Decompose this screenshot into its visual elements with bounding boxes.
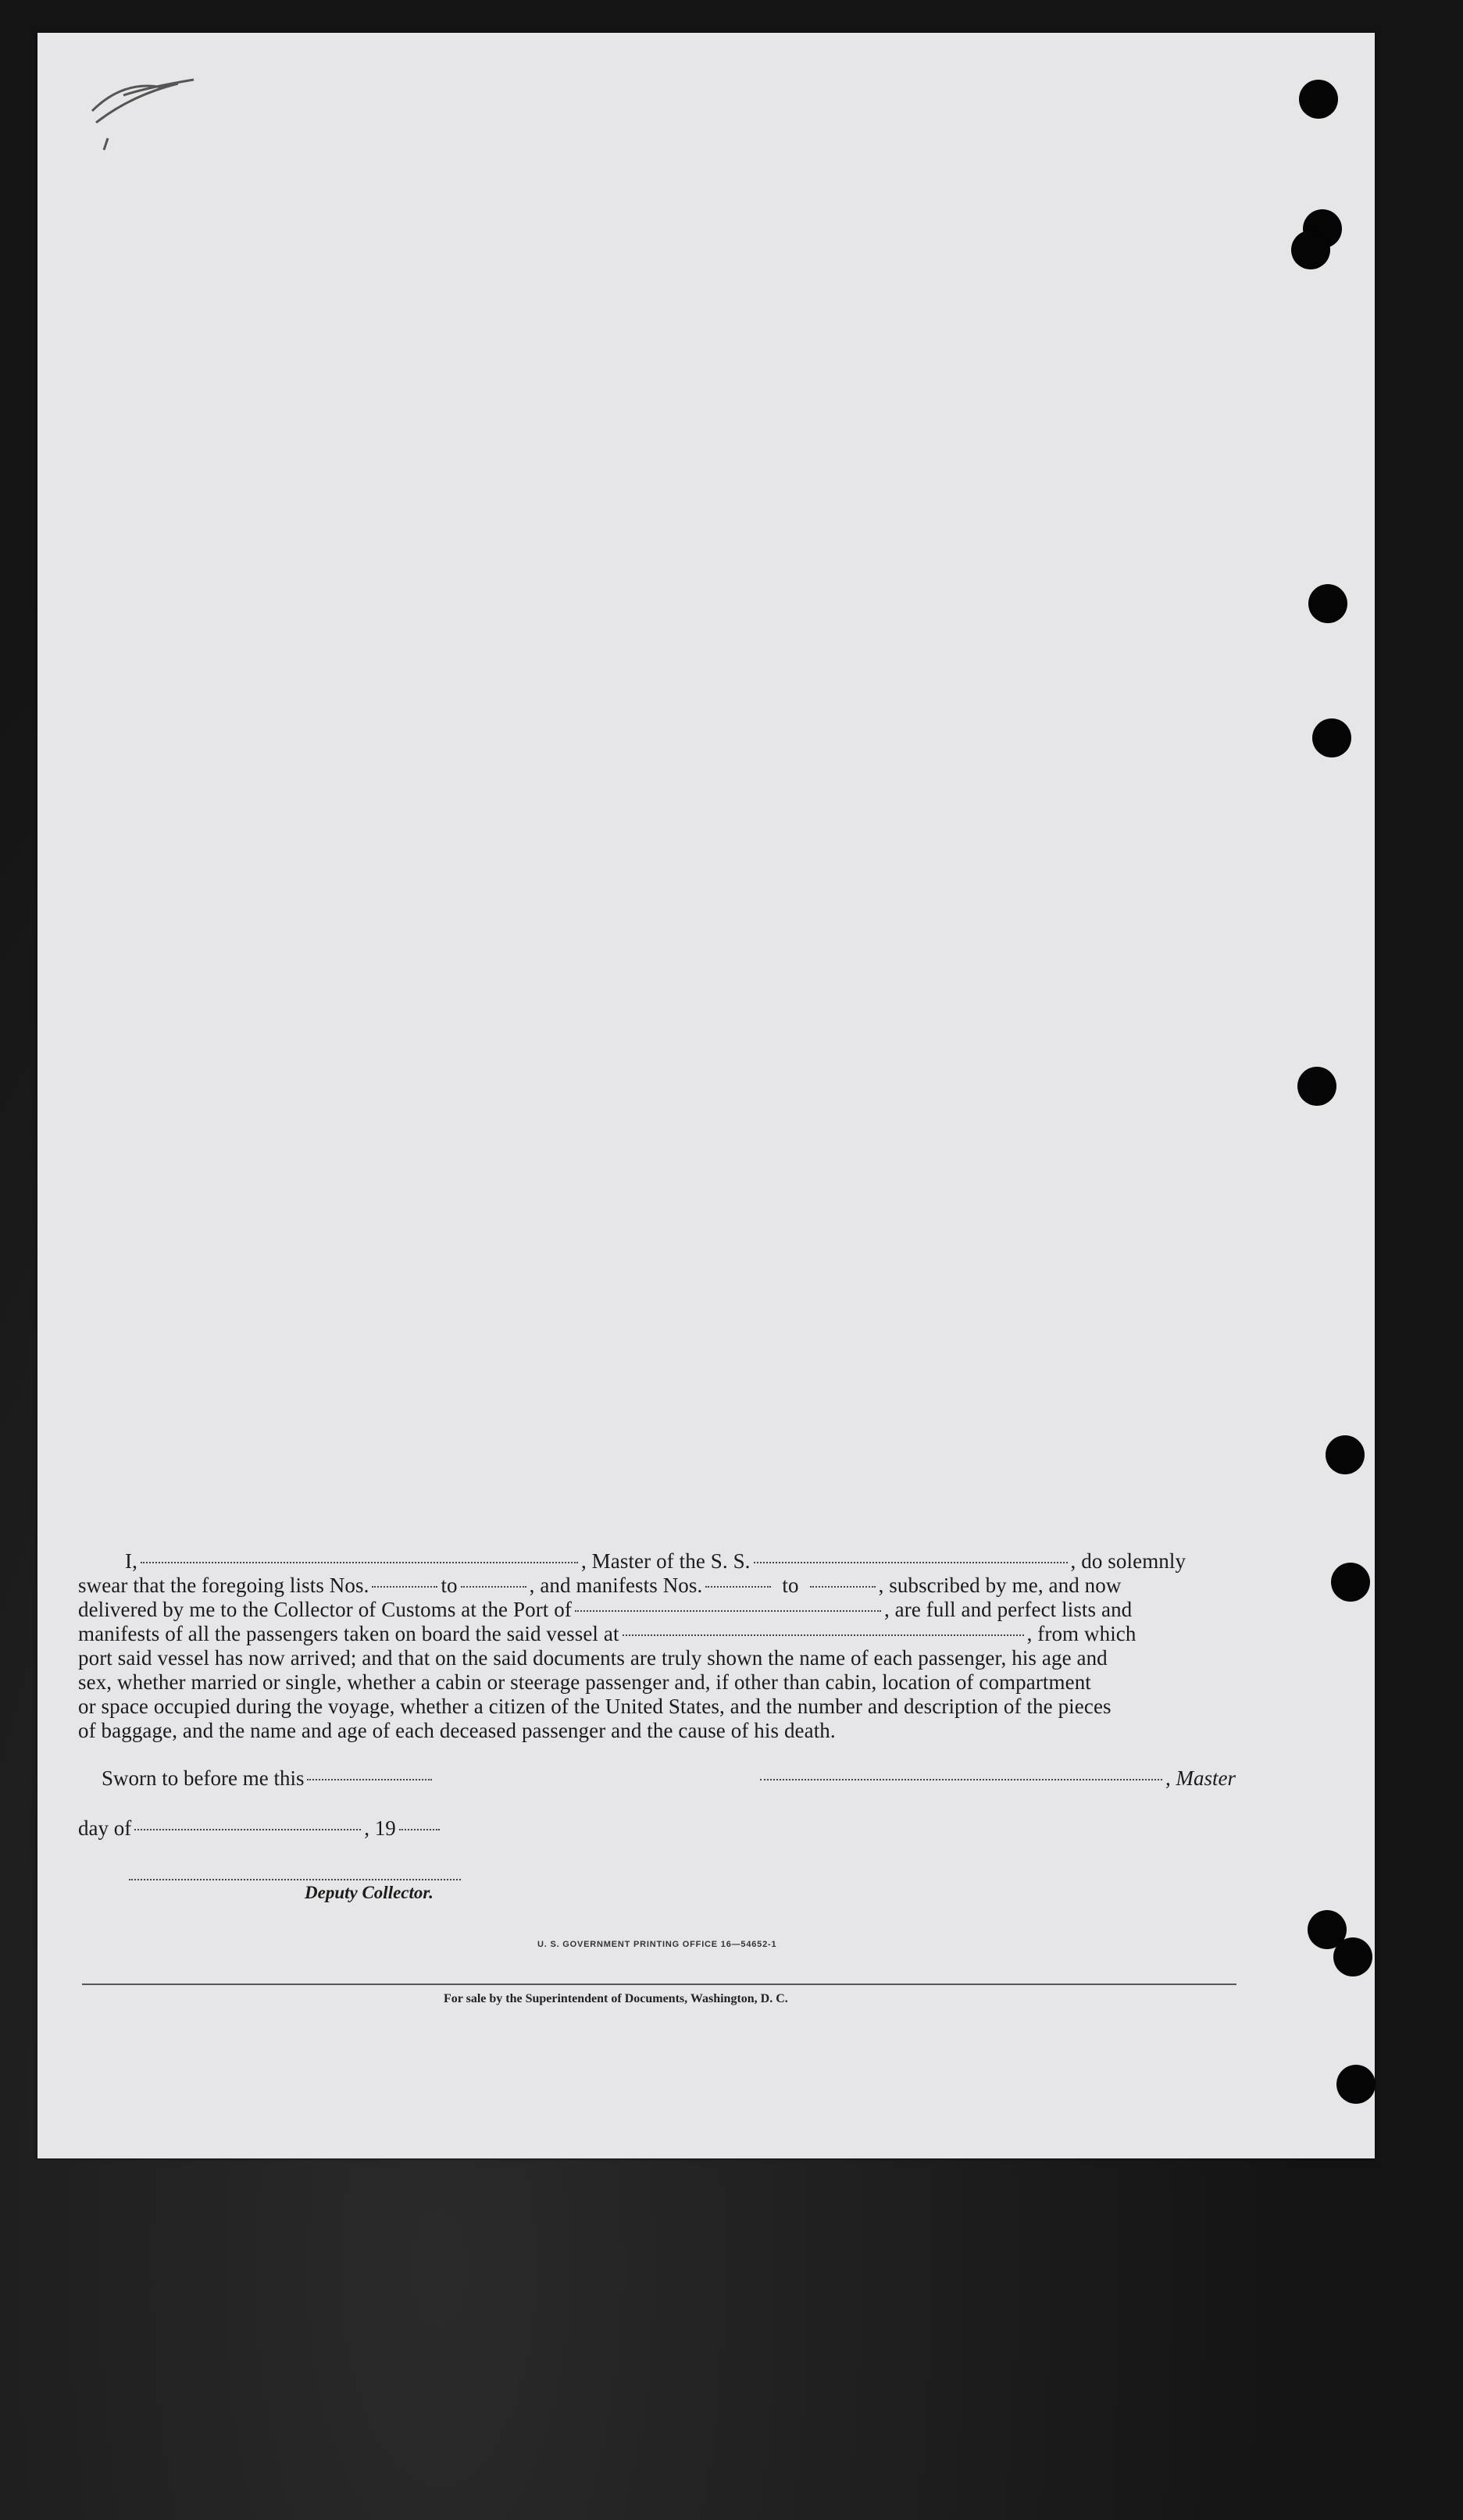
- oath-line-5: [78, 1646, 1236, 1670]
- oath-text: manifests of all the passengers taken on board the said vessel at: [78, 1622, 619, 1645]
- oath-text: , Master of the S. S.: [580, 1549, 751, 1573]
- master-signature: [757, 1766, 1236, 1791]
- punch-hole: [1297, 1067, 1336, 1106]
- blank-manifest-from: [705, 1586, 771, 1588]
- year-label: , 19: [364, 1816, 396, 1840]
- day-row: [78, 1816, 443, 1841]
- sworn-row: [78, 1766, 1236, 1791]
- oath-line-4: [78, 1622, 1236, 1646]
- oath-line-3: [78, 1598, 1236, 1622]
- sworn-left: [78, 1766, 435, 1791]
- oath-text: to: [441, 1574, 458, 1597]
- deputy-signature-line: [129, 1879, 461, 1880]
- blank-year: [399, 1829, 440, 1830]
- blank-arrival-port: [575, 1610, 881, 1612]
- punch-hole: [1331, 1563, 1370, 1602]
- day-label: day of: [78, 1816, 132, 1840]
- oath-line-7: [78, 1695, 1236, 1719]
- pencil-scribble-mark: [77, 64, 248, 158]
- oath-line-1: [78, 1549, 1236, 1574]
- blank-departure-port: [623, 1634, 1024, 1636]
- oath-text: port said vessel has now arrived; and that on the said documents are truly shown the name of each passenger, his age and: [78, 1646, 1108, 1670]
- punch-hole: [1336, 2065, 1376, 2104]
- oath-line-8: [78, 1719, 1236, 1743]
- oath-text: or space occupied during the voyage, whether a citizen of the United States, and the number and description of the pieces: [78, 1695, 1112, 1718]
- oath-text: I,: [125, 1549, 137, 1573]
- oath-text: delivered by me to the Collector of Customs at the Port of: [78, 1598, 572, 1621]
- deputy-collector-label: Deputy Collector.: [305, 1883, 434, 1902]
- oath-text: , subscribed by me, and now: [878, 1574, 1122, 1597]
- oath-text: , and manifests Nos.: [529, 1574, 703, 1597]
- horizontal-rule: [82, 1984, 1236, 1985]
- oath-text: , are full and perfect lists and: [883, 1598, 1133, 1621]
- oath-line-6: [78, 1670, 1236, 1695]
- for-sale-note: For sale by the Superintendent of Documents, Washington, D. C.: [444, 1992, 788, 2005]
- blank-list-to: [461, 1586, 526, 1588]
- blank-list-from: [372, 1586, 437, 1588]
- blank-master-name: [141, 1562, 578, 1563]
- oath-text: of baggage, and the name and age of each deceased passenger and the cause of his death.: [78, 1719, 836, 1742]
- blank-sworn-date: [307, 1779, 432, 1780]
- blank-manifest-to: [810, 1586, 876, 1588]
- punch-hole: [1333, 1937, 1372, 1976]
- oath-line-2: [78, 1574, 1236, 1598]
- blank-month: [134, 1829, 361, 1830]
- blank-master-signature: [760, 1779, 1162, 1780]
- oath-text: swear that the foregoing lists Nos.: [78, 1574, 369, 1597]
- oath-text: sex, whether married or single, whether a cabin or steerage passenger and, if other than cabin, location of compartment: [78, 1670, 1091, 1694]
- oath-text: , from which: [1026, 1622, 1137, 1645]
- punch-hole: [1291, 230, 1330, 269]
- punch-hole: [1308, 584, 1347, 623]
- punch-hole: [1312, 718, 1351, 757]
- master-label: , Master: [1165, 1766, 1236, 1790]
- gpo-imprint: U. S. GOVERNMENT PRINTING OFFICE 16—54652-1: [537, 1940, 777, 1949]
- blank-ship-name: [754, 1562, 1068, 1563]
- sworn-label: Sworn to before me this: [102, 1766, 305, 1790]
- oath-paragraph: [78, 1549, 1236, 1743]
- oath-text: to: [782, 1574, 799, 1597]
- punch-hole: [1326, 1435, 1365, 1474]
- punch-hole: [1299, 80, 1338, 119]
- oath-text: , do solemnly: [1070, 1549, 1186, 1573]
